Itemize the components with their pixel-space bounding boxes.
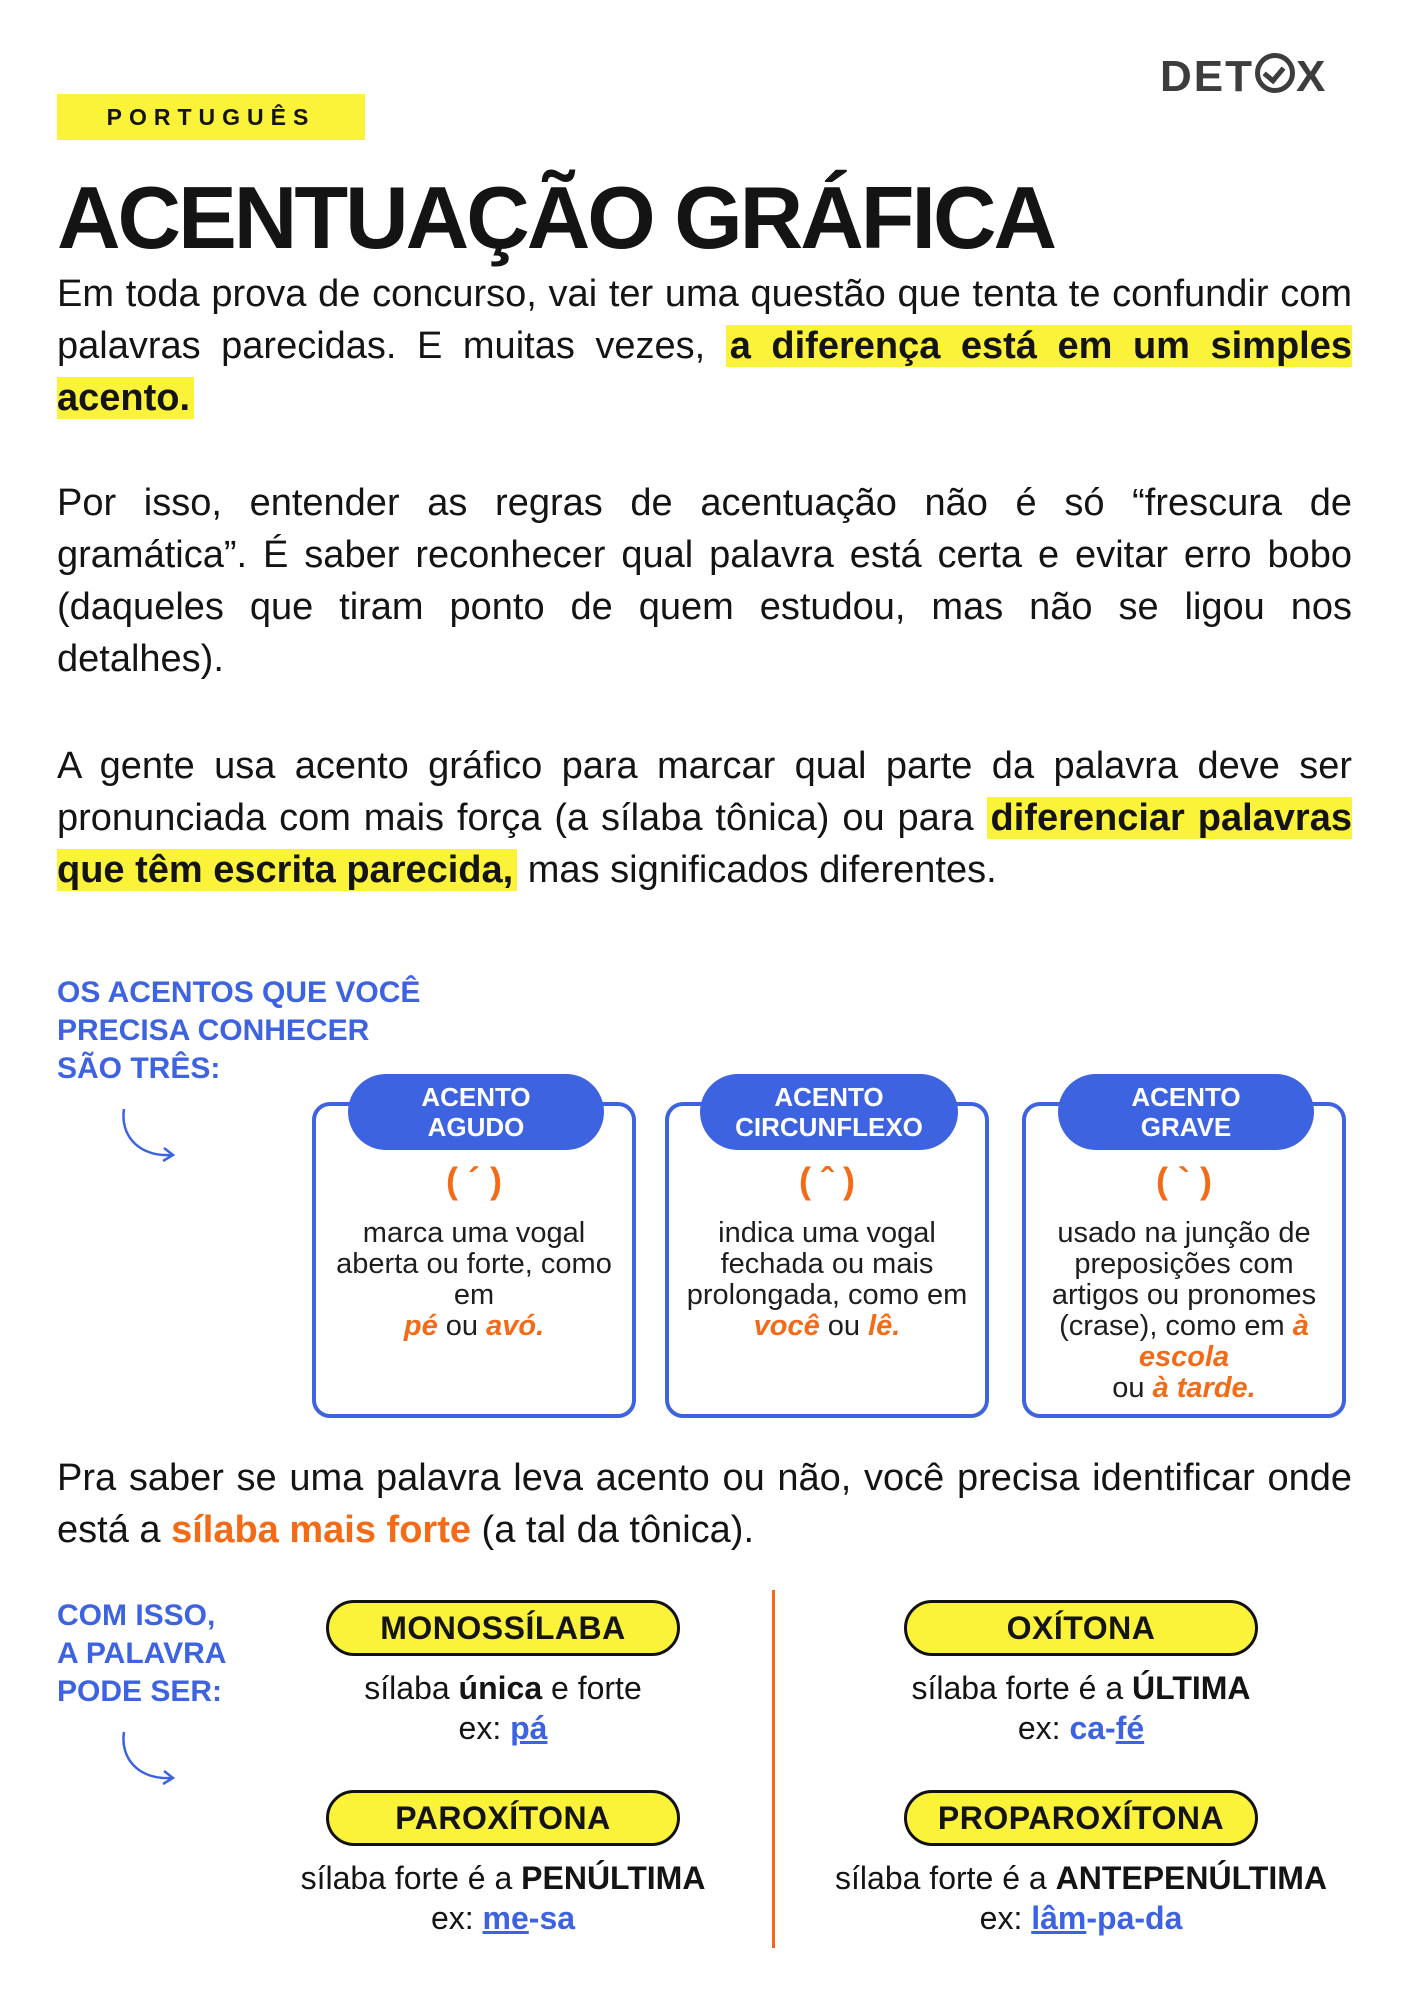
label-acento-grave (1058, 1074, 1314, 1150)
card-conj: ou (1112, 1372, 1153, 1404)
tonic-paragraph (57, 1452, 1352, 1556)
example-word: à escola (1138, 1310, 1309, 1373)
example-word: pá (510, 1710, 548, 1746)
example-syllable: -pa-da (1086, 1900, 1183, 1936)
card-conj: ou (437, 1310, 487, 1342)
desc-a: sílaba (364, 1670, 459, 1706)
paroxitona-description (250, 1858, 756, 1938)
intro-paragraph-2: Por isso, entender as regras de acentuação não é só “frescura de gramática”. É saber reconhecer qual palavra está certa e evitar erro bobo (daqueles que tiram ponto de quem estudou, mas não se ligou nos detalhes). (57, 482, 1352, 680)
intro-paragraph-3-text-a: A gente usa acento gráfico para marcar qual parte da palavra deve ser pronunciada com mais força (a sílaba tônica) ou para (57, 745, 1352, 839)
ex-prefix: ex: (458, 1710, 511, 1746)
accents-heading-line1-b: ACENTOS (107, 976, 254, 1009)
intro-paragraph-1-highlight: a diferença está em um simples acento. (57, 325, 1352, 419)
desc-b: PENÚLTIMA (521, 1860, 706, 1896)
desc-a: sílaba forte é a (835, 1860, 1056, 1896)
accents-heading-line1-a: OS (57, 976, 108, 1009)
desc-c: e forte (542, 1670, 642, 1706)
label-proparoxitona: PROPAROXÍTONA (904, 1790, 1258, 1846)
page-title: ACENTUAÇÃO GRÁFICA (57, 168, 1055, 267)
classification-heading-line3: PODE SER: (57, 1675, 223, 1708)
card-desc-text: indica uma vogal fechada ou mais prolongada, como em (686, 1217, 968, 1311)
intro-paragraph-1 (57, 268, 1352, 424)
desc-b: ANTEPENÚLTIMA (1055, 1860, 1327, 1896)
card-description (1038, 1218, 1330, 1404)
check-circle-icon (1255, 53, 1295, 93)
accents-heading-line1 (57, 974, 420, 1012)
intro-paragraph-3-highlight: diferenciar palavras que têm escrita parecida, (57, 797, 1352, 891)
example-word: você (753, 1310, 820, 1342)
desc-a: sílaba forte é a (300, 1860, 522, 1896)
accents-heading-line2: PRECISA CONHECER (57, 1014, 370, 1047)
oxitona-description (860, 1668, 1302, 1748)
example-tonic-syllable: lâm (1031, 1900, 1087, 1936)
monossilaba-example (300, 1708, 706, 1748)
ex-prefix: ex: (1017, 1710, 1070, 1746)
proparoxitona-description (790, 1858, 1372, 1938)
monossilaba-desc-line (300, 1668, 706, 1708)
grave-accent-symbol: ( ` ) (1156, 1160, 1212, 1201)
label-line2: CIRCUNFLEXO (735, 1112, 923, 1142)
oxitona-desc-line (860, 1668, 1302, 1708)
curved-arrow-icon (118, 1105, 180, 1163)
proparoxitona-example (790, 1898, 1372, 1938)
tonic-text-a: Pra saber se uma palavra leva acento ou não, você precisa identificar onde está a (57, 1457, 1352, 1551)
label-oxitona: OXÍTONA (904, 1600, 1258, 1656)
accents-heading (57, 974, 420, 1088)
label-paroxitona: PAROXÍTONA (326, 1790, 680, 1846)
label-line1: ACENTO (1131, 1082, 1241, 1112)
monossilaba-description (300, 1668, 706, 1748)
label-line1: ACENTO (774, 1082, 884, 1112)
desc-b: única (458, 1670, 543, 1706)
desc-a: sílaba forte é a (911, 1670, 1133, 1706)
label-acento-agudo (348, 1074, 604, 1150)
paroxitona-desc-line (250, 1858, 756, 1898)
card-description (328, 1218, 620, 1342)
tonic-text-b: (a tal da tônica). (470, 1509, 755, 1551)
curved-arrow-icon (118, 1728, 180, 1786)
classification-heading-line1: COM ISSO, (57, 1599, 216, 1632)
label-line2: AGUDO (427, 1112, 525, 1142)
card-description (681, 1218, 973, 1342)
example-word: pé (403, 1310, 438, 1342)
tonic-highlight: sílaba mais forte (171, 1509, 471, 1551)
label-line1: ACENTO (421, 1082, 531, 1112)
example-syllable: -sa (528, 1900, 576, 1936)
accents-heading-line1-c: QUE VOCÊ (253, 976, 421, 1009)
paroxitona-example (250, 1898, 756, 1938)
intro-paragraph-3-text-b: mas significados diferentes. (517, 849, 997, 891)
card-desc-text: marca uma vogal aberta ou forte, como em (336, 1217, 612, 1311)
proparoxitona-desc-line (790, 1858, 1372, 1898)
subject-tag: PORTUGUÊS (57, 94, 365, 140)
intro-paragraph-1-text: Em toda prova de concurso, vai ter uma questão que tenta te confundir com palavras parecidas. E muitas vezes, (57, 273, 1352, 367)
example-tonic-syllable: me (482, 1900, 529, 1936)
accents-heading-line3: SÃO TRÊS: (57, 1052, 221, 1085)
label-monossilaba: MONOSSÍLABA (326, 1600, 680, 1656)
column-divider (772, 1590, 775, 1948)
card-desc-text: usado na junção de preposições com artigos ou pronomes (crase), como em (1051, 1217, 1317, 1342)
label-acento-circunflexo (700, 1074, 958, 1150)
ex-prefix: ex: (979, 1900, 1032, 1936)
oxitona-example (860, 1708, 1302, 1748)
example-word: à tarde. (1152, 1372, 1256, 1404)
example-word: avó. (486, 1310, 545, 1342)
classification-heading (57, 1597, 226, 1711)
example-tonic-syllable: fé (1115, 1710, 1145, 1746)
example-syllable: ca- (1069, 1710, 1116, 1746)
example-word: lê. (868, 1310, 901, 1342)
detox-logo: DET X (1160, 52, 1328, 101)
desc-b: ÚLTIMA (1132, 1670, 1251, 1706)
classification-heading-line2: A PALAVRA (57, 1637, 227, 1670)
intro-paragraph-3 (57, 740, 1352, 896)
acute-accent-symbol: ( ´ ) (446, 1160, 502, 1201)
ex-prefix: ex: (430, 1900, 483, 1936)
card-conj: ou (819, 1310, 869, 1342)
label-line2: GRAVE (1140, 1112, 1232, 1142)
circumflex-accent-symbol: ( ˆ ) (799, 1160, 855, 1201)
